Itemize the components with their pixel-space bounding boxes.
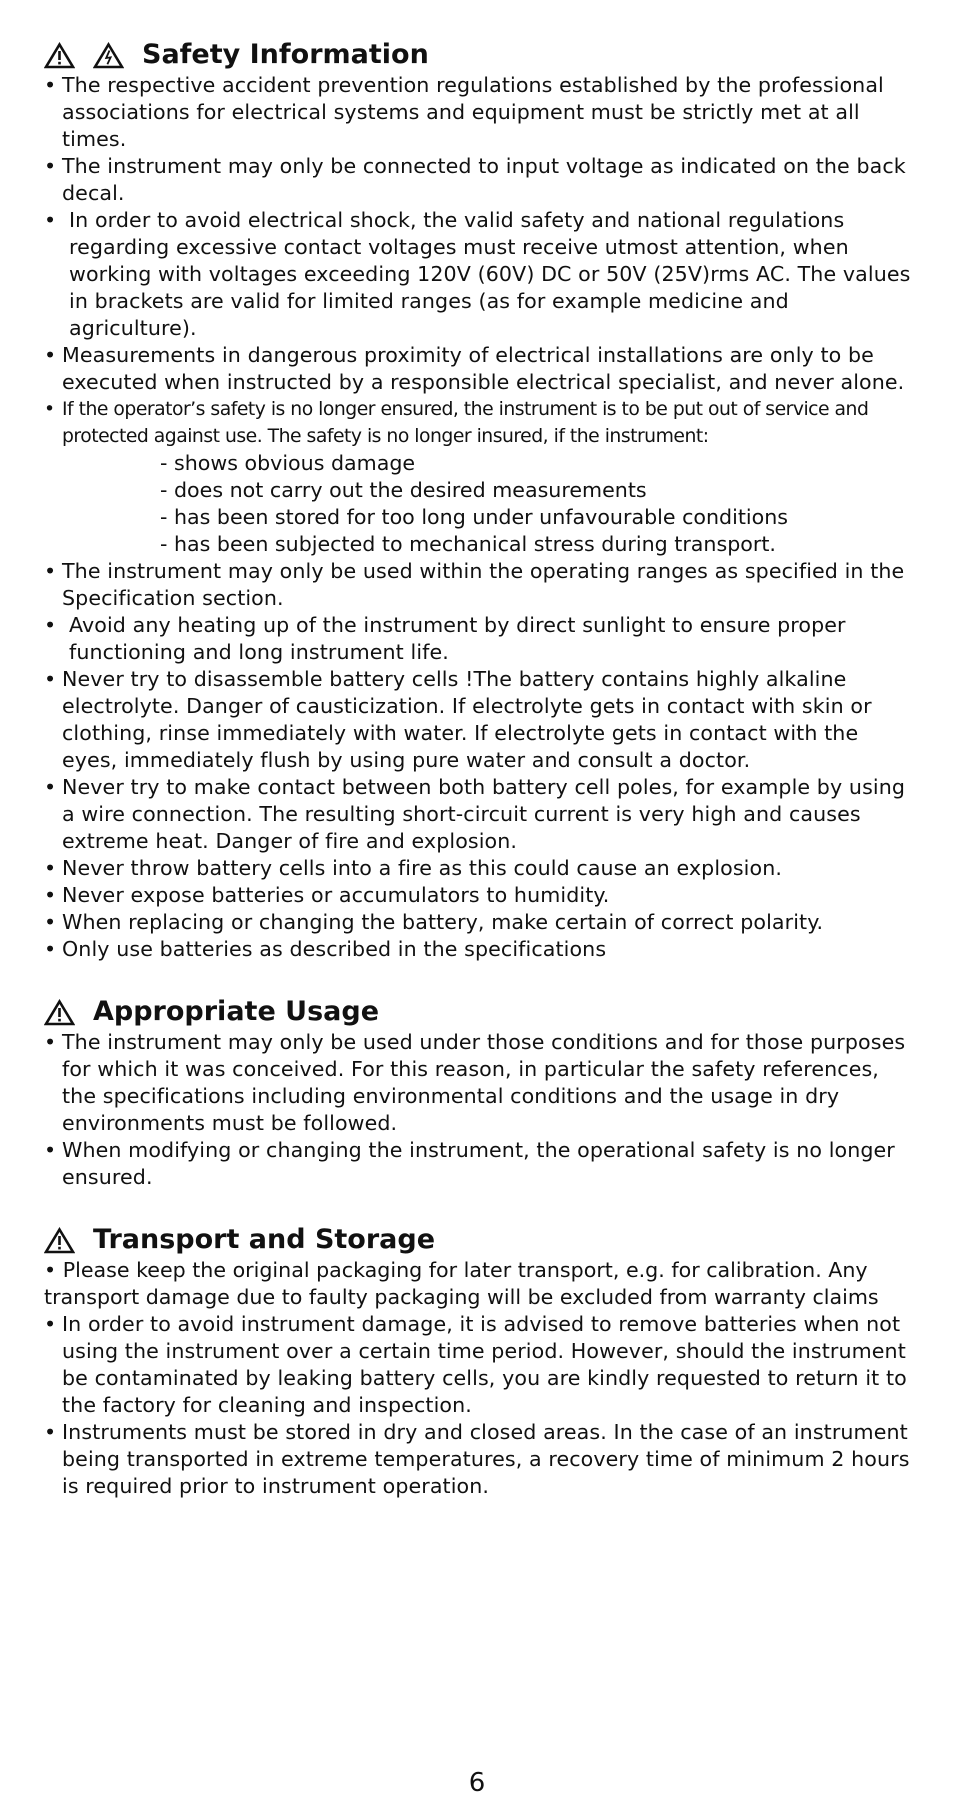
safety-subitem-4: - has been subjected to mechanical stress during transport. <box>160 532 776 556</box>
safety-item-4: • Measurements in dangerous proximity of electrical installations are only to be executed when instructed by a responsible electrical specialist, and never alone. <box>44 343 905 394</box>
safety-item-9: • Never try to make contact between both battery cell poles, for example by using a wire connection. The resulting short-circuit current is very high and causes extreme heat. Danger of fire and explosion. <box>44 775 906 853</box>
transport-item-1: • Please keep the original packaging for later transport, e.g. for calibration. Any transport damage due to faulty packaging will be excluded from warranty claims <box>44 1258 879 1309</box>
warning-triangle-icon <box>44 42 75 69</box>
safety-item-5: • If the operator’s safety is no longer ensured, the instrument is to be put out of service and protected against use. The safety is no longer insured, if the instrument: <box>44 399 869 447</box>
section-gap <box>44 1191 916 1223</box>
safety-item-7: • Avoid any heating up of the instrument by direct sunlight to ensure proper functioning and long instrument life. <box>44 613 846 664</box>
safety-item-13: • Only use batteries as described in the specifications <box>44 937 607 961</box>
electrical-hazard-triangle-icon <box>93 42 124 69</box>
appropriate-usage-heading <box>44 995 916 1029</box>
safety-item-12: • When replacing or changing the battery, make certain of correct polarity. <box>44 910 824 934</box>
transport-item-3: • Instruments must be stored in dry and closed areas. In the case of an instrument being transported in extreme temperatures, a recovery time of minimum 2 hours is required prior to instrument operation. <box>44 1420 910 1498</box>
page-number: 6 <box>468 1768 486 1798</box>
warning-triangle-icon <box>44 1227 75 1254</box>
transport-storage-title: Transport and Storage <box>93 1224 436 1255</box>
usage-item-2: • When modifying or changing the instrument, the operational safety is no longer ensured. <box>44 1138 895 1189</box>
safety-information-title: Safety Information <box>142 39 429 70</box>
section-gap <box>44 963 916 995</box>
warning-triangle-icon <box>44 999 75 1026</box>
safety-item-2: • The instrument may only be connected to input voltage as indicated on the back decal. <box>44 154 906 205</box>
manual-page <box>44 38 916 1500</box>
safety-item-10: • Never throw battery cells into a fire as this could cause an explosion. <box>44 856 782 880</box>
safety-information-heading <box>44 38 916 72</box>
safety-item-8: • Never try to disassemble battery cells !The battery contains highly alkaline electrolyte. Danger of causticization. If electrolyte gets in contact with skin or clothing, rinse immediately with water. If electrolyte gets in contact with the eyes, immediately flush by using pure water and consult a doctor. <box>44 667 872 772</box>
safety-subitem-2: - does not carry out the desired measurements <box>160 478 647 502</box>
safety-item-3: • In order to avoid electrical shock, the valid safety and national regulations regarding excessive contact voltages must receive utmost attention, when working with voltages exceeding 120V (60V) DC or 50V (25V)rms AC. The values in brackets are valid for limited ranges (as for example medicine and agriculture). <box>44 208 911 340</box>
transport-item-2: • In order to avoid instrument damage, it is advised to remove batteries when not using the instrument over a certain time period. However, should the instrument be contaminated by leaking battery cells, you are kindly requested to return it to the factory for cleaning and inspection. <box>44 1312 907 1417</box>
transport-storage-heading <box>44 1223 916 1257</box>
safety-item-1: • The respective accident prevention regulations established by the professional associations for electrical systems and equipment must be strictly met at all times. <box>44 73 884 151</box>
safety-item-11: • Never expose batteries or accumulators to humidity. <box>44 883 610 907</box>
usage-item-1: • The instrument may only be used under those conditions and for those purposes for which it was conceived. For this reason, in particular the safety references, the specifications including environmental conditions and the usage in dry environments must be followed. <box>44 1030 906 1135</box>
appropriate-usage-title: Appropriate Usage <box>93 996 380 1027</box>
safety-subitem-1: - shows obvious damage <box>160 451 416 475</box>
safety-item-6: • The instrument may only be used within the operating ranges as specified in the Specification section. <box>44 559 905 610</box>
safety-subitem-3: - has been stored for too long under unfavourable conditions <box>160 505 789 529</box>
